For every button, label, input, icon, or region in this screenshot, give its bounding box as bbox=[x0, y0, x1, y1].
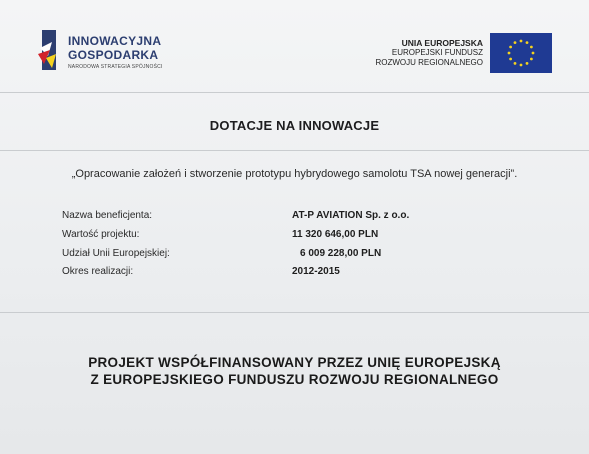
innowacyjna-gospodarka-logo bbox=[36, 28, 196, 76]
eu-star-icon bbox=[530, 46, 533, 49]
eu-star-icon bbox=[520, 40, 523, 43]
eu-star-icon bbox=[509, 58, 512, 61]
detail-value-eu-share: 6 009 228,00 PLN bbox=[300, 248, 382, 259]
eu-logo-text bbox=[375, 38, 483, 68]
eu-line2: EUROPEJSKI FUNDUSZ bbox=[391, 48, 483, 57]
logo-left-line2: GOSPODARKA bbox=[68, 48, 159, 62]
detail-label-beneficiary: Nazwa beneficjenta: bbox=[62, 210, 153, 221]
eu-star-icon bbox=[514, 41, 517, 44]
divider-title bbox=[0, 150, 589, 151]
eu-star-icon bbox=[532, 52, 535, 55]
detail-label-eu-share: Udział Unii Europejskiej: bbox=[62, 248, 170, 259]
detail-value-project-value: 11 320 646,00 PLN bbox=[292, 229, 379, 240]
eu-star-icon bbox=[514, 62, 517, 65]
eu-star-icon bbox=[508, 52, 511, 55]
detail-value-beneficiary: AT-P AVIATION Sp. z o.o. bbox=[292, 210, 410, 221]
footer-line1: PROJEKT WSPÓŁFINANSOWANY PRZEZ UNIĘ EUROPEJSKĄ bbox=[88, 355, 501, 370]
eu-star-icon bbox=[520, 64, 523, 67]
detail-value-period: 2012-2015 bbox=[292, 266, 340, 277]
logo-left-line1: INNOWACYJNA bbox=[68, 34, 162, 48]
detail-label-project-value: Wartość projektu: bbox=[62, 229, 140, 240]
eu-star-icon bbox=[530, 58, 533, 61]
divider-top bbox=[0, 92, 589, 93]
eu-flag-icon bbox=[490, 33, 552, 73]
divider-bottom bbox=[0, 312, 589, 313]
project-quote: „Opracowanie założeń i stworzenie prototypu hybrydowego samolotu TSA nowej generacji”. bbox=[71, 168, 518, 180]
eu-star-icon bbox=[526, 41, 529, 44]
eu-line3: ROZWOJU REGIONALNEGO bbox=[375, 58, 483, 67]
footer-line2: Z EUROPEJSKIEGO FUNDUSZU ROZWOJU REGIONALNEGO bbox=[90, 372, 499, 387]
detail-label-period: Okres realizacji: bbox=[62, 266, 134, 277]
logo-left-line3: NARODOWA STRATEGIA SPÓJNOŚCI bbox=[68, 64, 163, 70]
eu-star-icon bbox=[526, 62, 529, 65]
eu-star-icon bbox=[509, 46, 512, 49]
cofinancing-footer bbox=[0, 354, 589, 388]
eu-line1: UNIA EUROPEJSKA bbox=[401, 38, 483, 48]
innowacyjna-gospodarka-logo-icon bbox=[36, 28, 64, 72]
page-title: DOTACJE NA INNOWACJE bbox=[209, 118, 380, 133]
